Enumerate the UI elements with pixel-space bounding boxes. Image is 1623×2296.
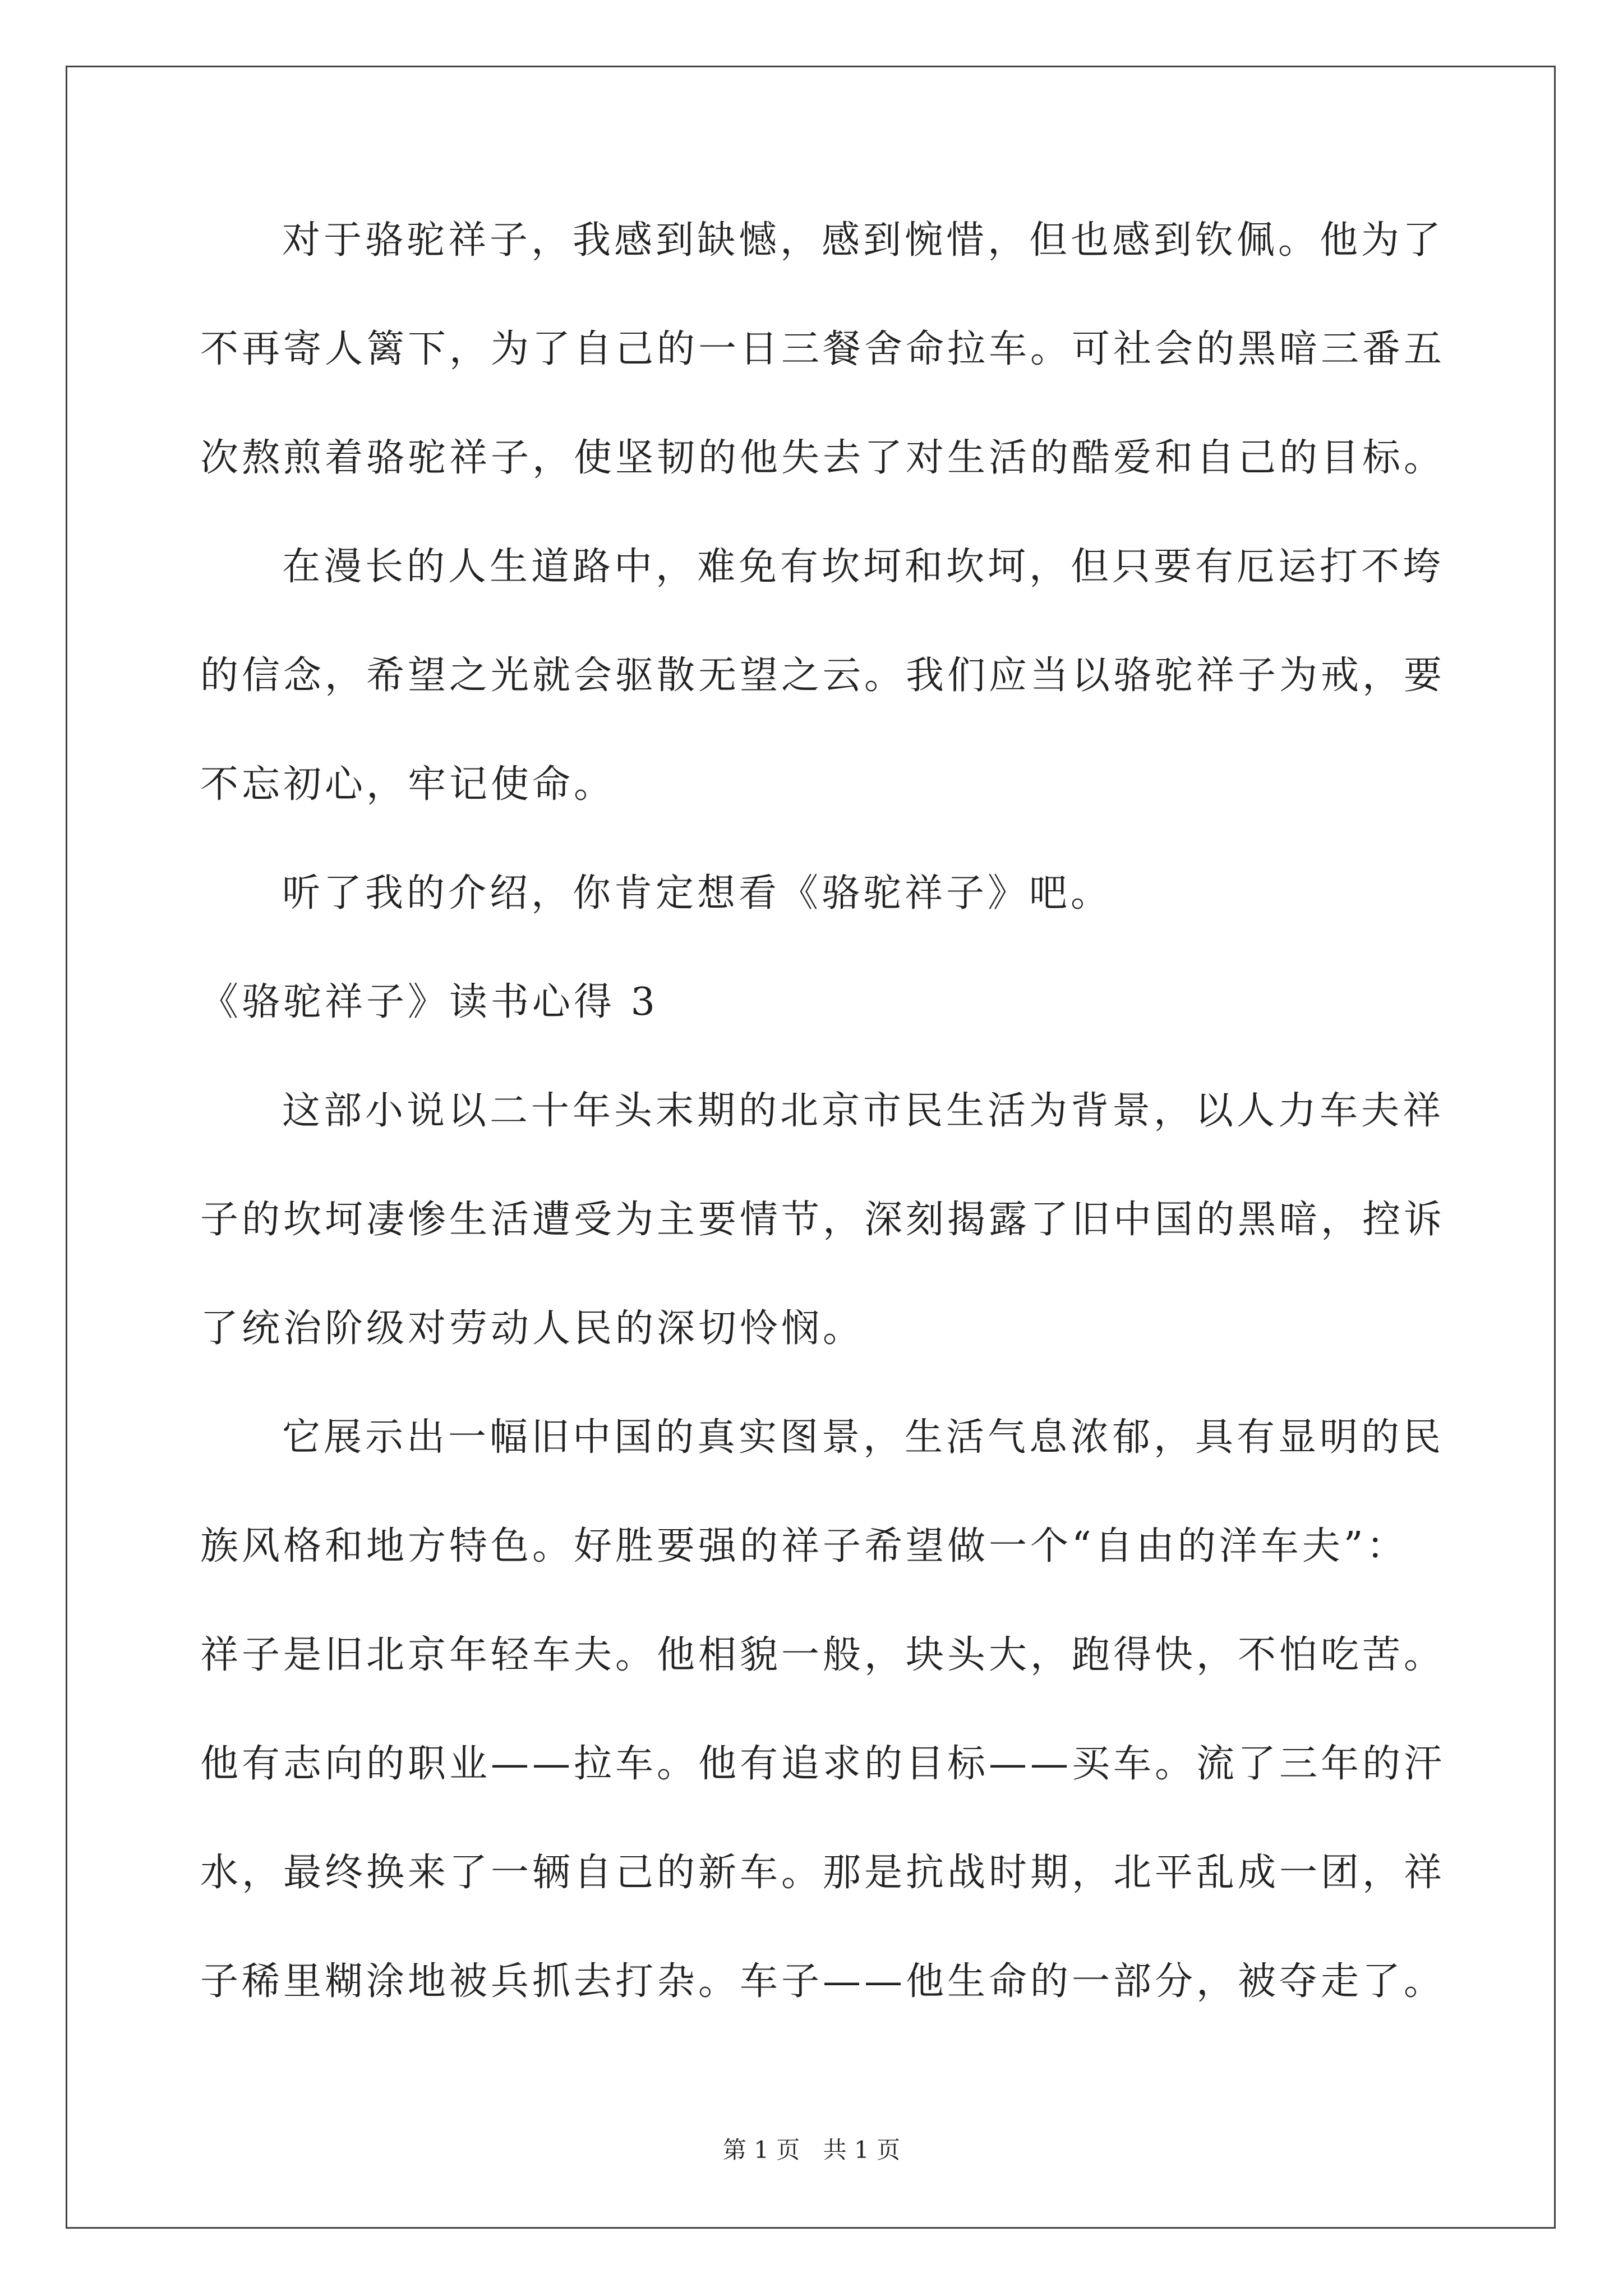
section-heading <box>200 975 1434 1084</box>
page-footer <box>0 2132 1623 2165</box>
paragraph-3 <box>200 866 1434 975</box>
paragraph-1 <box>200 213 1446 540</box>
document-body <box>200 213 1446 2009</box>
text-line: 子的坎坷凄惨生活遭受为主要情节，深刻揭露了旧中国的黑暗，控诉 <box>200 1198 1446 1242</box>
paragraph-4 <box>200 1084 1446 1410</box>
text-line: 不忘初心，牢记使命。 <box>200 762 616 807</box>
text-line: 对于骆驼祥子，我感到缺憾，感到惋惜，但也感到钦佩。他为了 <box>282 218 1445 263</box>
text-line: 祥子是旧北京年轻车夫。他相貌一般，块头大，跑得快，不怕吃苦。 <box>200 1633 1446 1677</box>
text-line: 在漫长的人生道路中，难免有坎坷和坎坷，但只要有厄运打不垮 <box>282 545 1445 589</box>
heading-text: 《骆驼祥子》读书心得 3 <box>200 980 658 1024</box>
paragraph-5 <box>200 1410 1446 2009</box>
paragraph-2 <box>200 540 1446 866</box>
text-line: 次熬煎着骆驼祥子，使坚韧的他失去了对生活的酷爱和自己的目标。 <box>200 436 1446 480</box>
text-line: 它展示出一幅旧中国的真实图景，生活气息浓郁，具有显明的民 <box>282 1415 1445 1460</box>
text-line: 这部小说以二十年头末期的北京市民生活为背景，以人力车夫祥 <box>282 1089 1445 1133</box>
text-line: 族风格和地方特色。好胜要强的祥子希望做一个“自由的洋车夫”： <box>200 1524 1408 1568</box>
text-line: 水，最终换来了一辆自己的新车。那是抗战时期，北平乱成一团，祥 <box>200 1851 1446 1895</box>
text-line: 了统治阶级对劳动人民的深切怜悯。 <box>200 1306 865 1351</box>
page-total: 共 1 页 <box>823 2136 901 2164</box>
text-line: 听了我的介绍，你肯定想看《骆驼祥子》吧。 <box>282 871 1113 915</box>
page-number: 第 1 页 <box>722 2136 800 2164</box>
text-line: 不再寄人篱下，为了自己的一日三餐舍命拉车。可社会的黑暗三番五 <box>200 327 1446 371</box>
text-line: 他有志向的职业——拉车。他有追求的目标——买车。流了三年的汗 <box>200 1742 1446 1786</box>
text-line: 子稀里糊涂地被兵抓去打杂。车子——他生命的一部分，被夺走了。 <box>200 1959 1446 2004</box>
text-line: 的信念，希望之光就会驱散无望之云。我们应当以骆驼祥子为戒，要 <box>200 654 1446 698</box>
